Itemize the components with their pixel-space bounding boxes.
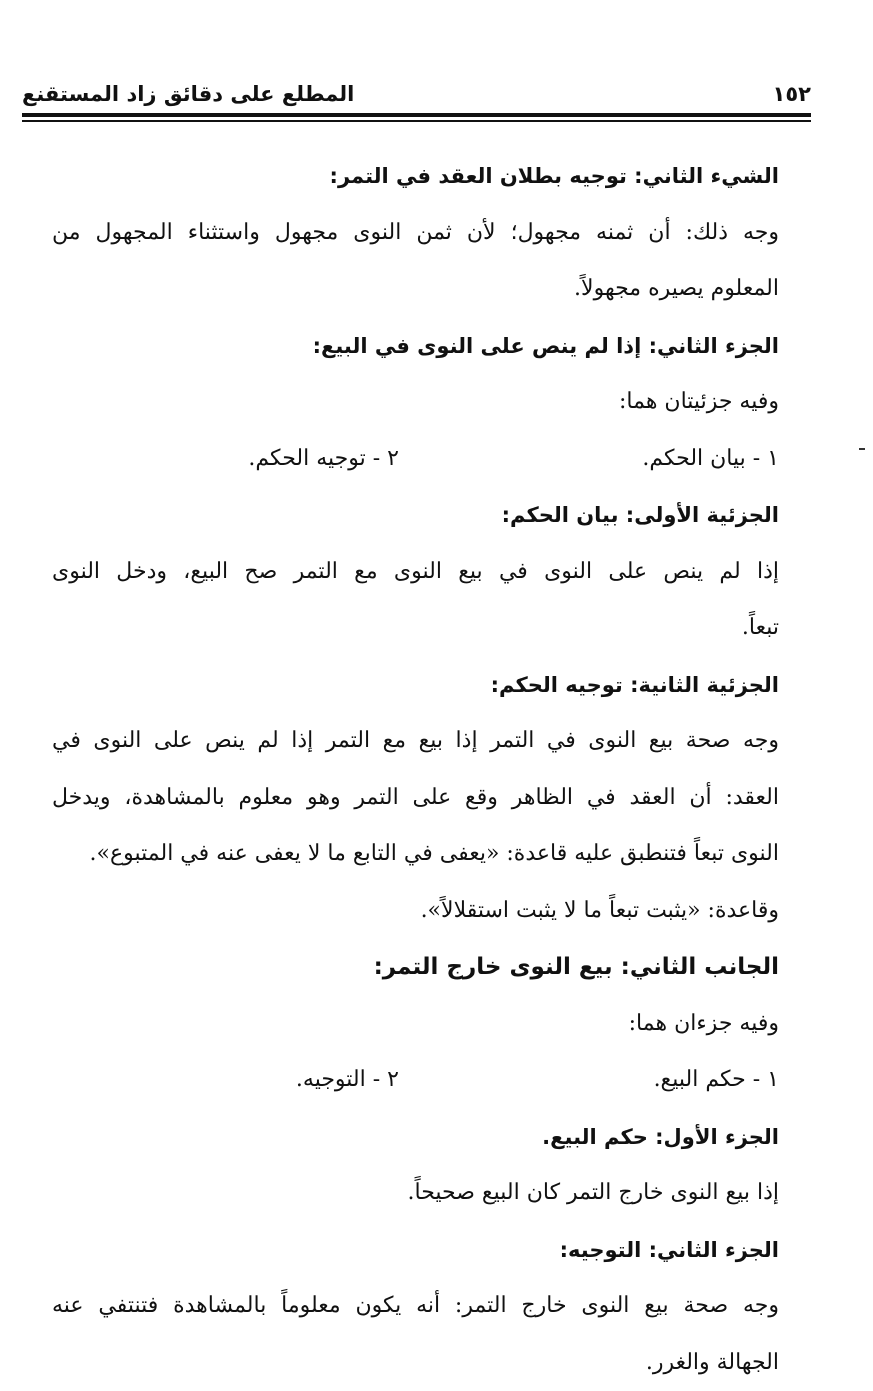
enumeration-item: ١ - حكم البيع. <box>654 1052 779 1109</box>
page-body <box>52 148 779 1391</box>
paragraph-line: الجهالة والغرر. <box>52 1335 779 1391</box>
section-heading: الجانب الثاني: بيع النوى خارج التمر: <box>52 939 779 996</box>
header-rule-thick <box>22 113 811 117</box>
page-number: ١٥٢ <box>773 78 811 110</box>
section-heading: الجزء الثاني: التوجيه: <box>52 1222 779 1279</box>
paragraph-line: إذا لم ينص على النوى في بيع النوى مع التمر صح البيع، ودخل النوى <box>52 544 779 601</box>
enumeration-item: ١ - بيان الحكم. <box>642 431 779 488</box>
section-heading: الشيء الثاني: توجيه بطلان العقد في التمر: <box>52 148 779 205</box>
paragraph-line: وجه صحة بيع النوى في التمر إذا بيع مع التمر إذا لم ينص على النوى في <box>52 713 779 770</box>
paragraph-line: وفيه جزءان هما: <box>52 996 779 1053</box>
paragraph-line: وفيه جزئيتان هما: <box>52 374 779 431</box>
running-title: المطلع على دقائق زاد المستقنع <box>22 78 354 110</box>
paragraph-line: تبعاً. <box>52 600 779 657</box>
paragraph-line: إذا بيع النوى خارج التمر كان البيع صحيحاً. <box>52 1165 779 1222</box>
paragraph-line: وجه صحة بيع النوى خارج التمر: أنه يكون معلوماً بالمشاهدة فتنتفي عنه <box>52 1278 779 1335</box>
paragraph-line: العقد: أن العقد في الظاهر وقع على التمر وهو معلوم بالمشاهدة، ويدخل <box>52 770 779 827</box>
section-heading: الجزء الأول: حكم البيع. <box>52 1109 779 1166</box>
paragraph-line: المعلوم يصيره مجهولاً. <box>52 261 779 318</box>
paragraph-line: وجه ذلك: أن ثمنه مجهول؛ لأن ثمن النوى مجهول واستثناء المجهول من <box>52 205 779 262</box>
paragraph-line: وقاعدة: «يثبت تبعاً ما لا يثبت استقلالاً». <box>52 883 779 940</box>
enumeration-item: ٢ - التوجيه. <box>296 1052 399 1109</box>
section-heading: الجزئية الثانية: توجيه الحكم: <box>52 657 779 714</box>
section-heading: الجزئية الأولى: بيان الحكم: <box>52 487 779 544</box>
margin-mark <box>859 448 865 450</box>
header-rule-thin <box>22 120 811 122</box>
section-heading: الجزء الثاني: إذا لم ينص على النوى في البيع: <box>52 318 779 375</box>
enumeration-row <box>52 431 779 488</box>
enumeration-item: ٢ - توجيه الحكم. <box>248 431 399 488</box>
paragraph-line: النوى تبعاً فتنطبق عليه قاعدة: «يعفى في التابع ما لا يعفى عنه في المتبوع». <box>52 826 779 883</box>
enumeration-row <box>52 1052 779 1109</box>
